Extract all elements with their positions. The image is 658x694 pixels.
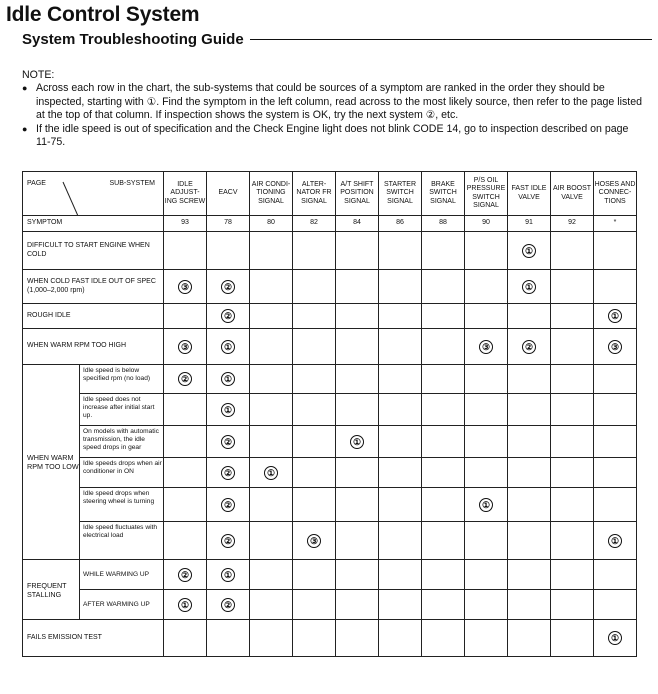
- matrix-cell: [293, 522, 336, 560]
- matrix-cell: [164, 329, 207, 365]
- matrix-cell: [207, 560, 250, 590]
- matrix-cell: [551, 488, 594, 522]
- rank-mark: ①: [221, 340, 235, 354]
- page-title: Idle Control System: [6, 3, 200, 26]
- matrix-cell: [594, 620, 637, 657]
- matrix-cell: [422, 365, 465, 394]
- matrix-cell: [336, 620, 379, 657]
- sub-symptom-text: AFTER WARMING UP: [80, 590, 164, 620]
- symptom-text: WHEN WARM RPM TOO HIGH: [23, 329, 164, 365]
- matrix-cell: [422, 560, 465, 590]
- matrix-cell: [164, 458, 207, 488]
- matrix-cell: [379, 522, 422, 560]
- corner-subsystem-label: SUB-SYSTEM: [109, 180, 155, 187]
- note-block: [22, 69, 642, 149]
- column-header: P/S OIL PRESSURE SWITCH SIGNAL: [465, 172, 508, 216]
- matrix-cell: [293, 329, 336, 365]
- matrix-cell: [422, 488, 465, 522]
- matrix-cell: [293, 232, 336, 270]
- column-header: A/T SHIFT POSITION SIGNAL: [336, 172, 379, 216]
- matrix-cell: [594, 329, 637, 365]
- rank-mark: ②: [221, 280, 235, 294]
- matrix-cell: [207, 522, 250, 560]
- warm-subrow: [23, 394, 637, 426]
- matrix-cell: [379, 270, 422, 304]
- table-body: [23, 172, 637, 657]
- header-row: [23, 172, 637, 216]
- matrix-cell: [379, 329, 422, 365]
- symptom-row: [23, 329, 637, 365]
- column-header: HOSES AND CONNEC- TIONS: [594, 172, 637, 216]
- matrix-cell: [207, 394, 250, 426]
- matrix-cell: [422, 270, 465, 304]
- symptom-text: DIFFICULT TO START ENGINE WHEN COLD: [23, 232, 164, 270]
- matrix-cell: [336, 522, 379, 560]
- matrix-cell: [336, 488, 379, 522]
- matrix-cell: [164, 394, 207, 426]
- corner-page-label: PAGE: [27, 180, 46, 187]
- matrix-cell: [594, 365, 637, 394]
- column-page: 84: [336, 216, 379, 232]
- matrix-cell: [250, 365, 293, 394]
- matrix-cell: [465, 522, 508, 560]
- column-header: AIR CONDI- TIONING SIGNAL: [250, 172, 293, 216]
- matrix-cell: [164, 522, 207, 560]
- matrix-cell: [508, 394, 551, 426]
- matrix-cell: [508, 488, 551, 522]
- symptom-text: WHEN COLD FAST IDLE OUT OF SPEC (1,000–2,000 rpm): [23, 270, 164, 304]
- corner-diagonal: [23, 172, 164, 216]
- warm-subrow: [23, 458, 637, 488]
- matrix-cell: [551, 458, 594, 488]
- matrix-cell: [207, 304, 250, 329]
- matrix-cell: [422, 304, 465, 329]
- matrix-cell: [508, 365, 551, 394]
- rank-mark: ①: [178, 598, 192, 612]
- symptom-text: ROUGH IDLE: [23, 304, 164, 329]
- rank-mark: ②: [221, 309, 235, 323]
- matrix-cell: [293, 270, 336, 304]
- matrix-cell: [207, 620, 250, 657]
- rank-mark: ②: [522, 340, 536, 354]
- matrix-cell: [293, 560, 336, 590]
- matrix-cell: [336, 365, 379, 394]
- rank-mark: ②: [221, 466, 235, 480]
- symptom-row: [23, 304, 637, 329]
- warm-subrow: [23, 522, 637, 560]
- symptom-row: [23, 232, 637, 270]
- column-header: FAST IDLE VALVE: [508, 172, 551, 216]
- matrix-cell: [508, 270, 551, 304]
- matrix-cell: [508, 522, 551, 560]
- matrix-cell: [250, 560, 293, 590]
- matrix-cell: [379, 458, 422, 488]
- matrix-cell: [293, 365, 336, 394]
- page-row: [23, 216, 637, 232]
- matrix-cell: [594, 522, 637, 560]
- rank-mark: ③: [608, 340, 622, 354]
- matrix-cell: [508, 590, 551, 620]
- matrix-cell: [551, 394, 594, 426]
- sub-symptom-text: Idle speed fluctuates with electrical load: [80, 522, 164, 560]
- matrix-cell: [594, 270, 637, 304]
- matrix-cell: [164, 232, 207, 270]
- note-bullet: ● If the idle speed is out of specification and the Check Engine light does not blink CODE 14, go to inspection described on page 11-75.: [22, 123, 642, 150]
- matrix-cell: [465, 270, 508, 304]
- matrix-cell: [164, 304, 207, 329]
- sub-symptom-text: Idle speed is below specified rpm (no load): [80, 365, 164, 394]
- matrix-cell: [250, 458, 293, 488]
- symptom-text: FAILS EMISSION TEST: [23, 620, 164, 657]
- column-page: 78: [207, 216, 250, 232]
- sub-symptom-text: Idle speeds drops when air conditioner in ON: [80, 458, 164, 488]
- matrix-cell: [422, 394, 465, 426]
- matrix-cell: [465, 458, 508, 488]
- matrix-cell: [465, 426, 508, 458]
- matrix-cell: [551, 232, 594, 270]
- rank-mark: ③: [178, 280, 192, 294]
- column-page: *: [594, 216, 637, 232]
- matrix-cell: [551, 590, 594, 620]
- matrix-cell: [422, 329, 465, 365]
- matrix-cell: [250, 488, 293, 522]
- rank-mark: ①: [264, 466, 278, 480]
- matrix-cell: [164, 590, 207, 620]
- warm-subrow: [23, 426, 637, 458]
- matrix-cell: [594, 560, 637, 590]
- matrix-cell: [551, 522, 594, 560]
- matrix-cell: [250, 620, 293, 657]
- section-subtitle: System Troubleshooting Guide: [22, 31, 244, 48]
- column-page: 92: [551, 216, 594, 232]
- matrix-cell: [594, 458, 637, 488]
- rank-mark: ②: [221, 498, 235, 512]
- matrix-cell: [422, 590, 465, 620]
- corner-cell: [23, 172, 164, 216]
- matrix-cell: [336, 304, 379, 329]
- matrix-cell: [164, 365, 207, 394]
- group-label-warm-low: WHEN WARM RPM TOO LOW: [23, 365, 80, 560]
- matrix-cell: [379, 394, 422, 426]
- matrix-cell: [250, 394, 293, 426]
- matrix-cell: [465, 394, 508, 426]
- rank-mark: ②: [178, 372, 192, 386]
- matrix-cell: [422, 232, 465, 270]
- matrix-cell: [164, 560, 207, 590]
- matrix-cell: [250, 232, 293, 270]
- matrix-cell: [250, 522, 293, 560]
- rank-mark: ①: [608, 309, 622, 323]
- matrix-cell: [379, 365, 422, 394]
- matrix-cell: [336, 329, 379, 365]
- matrix-cell: [207, 590, 250, 620]
- matrix-cell: [551, 304, 594, 329]
- matrix-cell: [379, 590, 422, 620]
- note-heading: NOTE:: [22, 69, 55, 81]
- matrix-cell: [250, 270, 293, 304]
- matrix-cell: [551, 329, 594, 365]
- column-page: 80: [250, 216, 293, 232]
- matrix-cell: [508, 560, 551, 590]
- matrix-cell: [336, 232, 379, 270]
- column-page: 91: [508, 216, 551, 232]
- symptom-label: SYMPTOM: [23, 216, 164, 232]
- matrix-cell: [465, 590, 508, 620]
- rank-mark: ②: [221, 534, 235, 548]
- matrix-cell: [594, 304, 637, 329]
- sub-symptom-text: Idle speed drops when steering wheel is turning: [80, 488, 164, 522]
- matrix-cell: [379, 620, 422, 657]
- rank-mark: ②: [221, 598, 235, 612]
- matrix-cell: [293, 394, 336, 426]
- column-header: STARTER SWITCH SIGNAL: [379, 172, 422, 216]
- matrix-cell: [551, 560, 594, 590]
- matrix-cell: [250, 426, 293, 458]
- matrix-cell: [250, 590, 293, 620]
- column-header: BRAKE SWITCH SIGNAL: [422, 172, 465, 216]
- matrix-cell: [207, 426, 250, 458]
- matrix-cell: [207, 232, 250, 270]
- matrix-cell: [293, 458, 336, 488]
- matrix-cell: [551, 270, 594, 304]
- column-header: IDLE ADJUST- ING SCREW: [164, 172, 207, 216]
- sub-symptom-text: On models with automatic transmission, the idle speed drops in gear: [80, 426, 164, 458]
- matrix-cell: [508, 304, 551, 329]
- rank-mark: ③: [479, 340, 493, 354]
- note-list: [22, 82, 642, 149]
- rank-mark: ①: [522, 280, 536, 294]
- column-page: 90: [465, 216, 508, 232]
- matrix-cell: [379, 232, 422, 270]
- matrix-cell: [379, 560, 422, 590]
- title-rule: [250, 39, 652, 40]
- column-header: EACV: [207, 172, 250, 216]
- matrix-cell: [164, 620, 207, 657]
- rank-mark: ②: [221, 435, 235, 449]
- matrix-cell: [508, 426, 551, 458]
- matrix-cell: [250, 329, 293, 365]
- symptom-row: [23, 270, 637, 304]
- symptom-row: [23, 620, 637, 657]
- column-header: AIR BOOST VALVE: [551, 172, 594, 216]
- matrix-cell: [465, 560, 508, 590]
- matrix-cell: [250, 304, 293, 329]
- matrix-cell: [551, 426, 594, 458]
- matrix-cell: [508, 458, 551, 488]
- matrix-cell: [465, 329, 508, 365]
- matrix-cell: [336, 590, 379, 620]
- matrix-cell: [207, 270, 250, 304]
- column-page: 86: [379, 216, 422, 232]
- matrix-cell: [422, 620, 465, 657]
- matrix-cell: [465, 620, 508, 657]
- group-label-stalling: FREQUENT STALLING: [23, 560, 80, 620]
- matrix-cell: [293, 304, 336, 329]
- matrix-cell: [465, 488, 508, 522]
- matrix-cell: [164, 270, 207, 304]
- matrix-cell: [293, 488, 336, 522]
- stall-subrow: [23, 590, 637, 620]
- matrix-cell: [422, 426, 465, 458]
- matrix-cell: [293, 426, 336, 458]
- matrix-cell: [293, 590, 336, 620]
- rank-mark: ②: [178, 568, 192, 582]
- rank-mark: ③: [178, 340, 192, 354]
- matrix-cell: [336, 426, 379, 458]
- matrix-cell: [207, 488, 250, 522]
- rank-mark: ①: [221, 403, 235, 417]
- rank-mark: ③: [307, 534, 321, 548]
- rank-mark: ①: [522, 244, 536, 258]
- matrix-cell: [594, 394, 637, 426]
- matrix-cell: [336, 458, 379, 488]
- matrix-cell: [422, 458, 465, 488]
- column-page: 82: [293, 216, 336, 232]
- matrix-cell: [336, 270, 379, 304]
- matrix-cell: [379, 488, 422, 522]
- rank-mark: ①: [350, 435, 364, 449]
- column-header: ALTER- NATOR FR SIGNAL: [293, 172, 336, 216]
- matrix-cell: [594, 426, 637, 458]
- matrix-cell: [336, 394, 379, 426]
- matrix-cell: [207, 458, 250, 488]
- rank-mark: ①: [608, 631, 622, 645]
- matrix-cell: [508, 620, 551, 657]
- column-page: 88: [422, 216, 465, 232]
- matrix-cell: [379, 426, 422, 458]
- rank-mark: ①: [479, 498, 493, 512]
- rank-mark: ①: [221, 372, 235, 386]
- warm-subrow: [23, 488, 637, 522]
- matrix-cell: [594, 488, 637, 522]
- matrix-cell: [594, 232, 637, 270]
- matrix-cell: [379, 304, 422, 329]
- sub-symptom-text: WHILE WARMING UP: [80, 560, 164, 590]
- sub-symptom-text: Idle speed does not increase after initial start up.: [80, 394, 164, 426]
- warm-subrow: [23, 365, 637, 394]
- matrix-cell: [336, 560, 379, 590]
- matrix-cell: [164, 488, 207, 522]
- matrix-cell: [465, 304, 508, 329]
- matrix-cell: [594, 590, 637, 620]
- matrix-cell: [465, 232, 508, 270]
- matrix-cell: [293, 620, 336, 657]
- subtitle-row: [22, 31, 652, 48]
- column-page: 93: [164, 216, 207, 232]
- matrix-cell: [465, 365, 508, 394]
- rank-mark: ①: [608, 534, 622, 548]
- matrix-cell: [422, 522, 465, 560]
- matrix-cell: [551, 620, 594, 657]
- matrix-cell: [508, 232, 551, 270]
- matrix-cell: [551, 365, 594, 394]
- matrix-cell: [164, 426, 207, 458]
- matrix-cell: [207, 365, 250, 394]
- troubleshooting-table: [22, 171, 637, 657]
- matrix-cell: [207, 329, 250, 365]
- stall-subrow: [23, 560, 637, 590]
- matrix-cell: [508, 329, 551, 365]
- rank-mark: ①: [221, 568, 235, 582]
- note-bullet: ● Across each row in the chart, the sub-systems that could be sources of a symptom are ranked in the order they should be inspected, starting with ①. Find the symptom in the left column, read across to the most likely source, then refer to the page listed at the top of that column. If inspection shows the system is OK, try the next system ②, etc.: [22, 82, 642, 122]
